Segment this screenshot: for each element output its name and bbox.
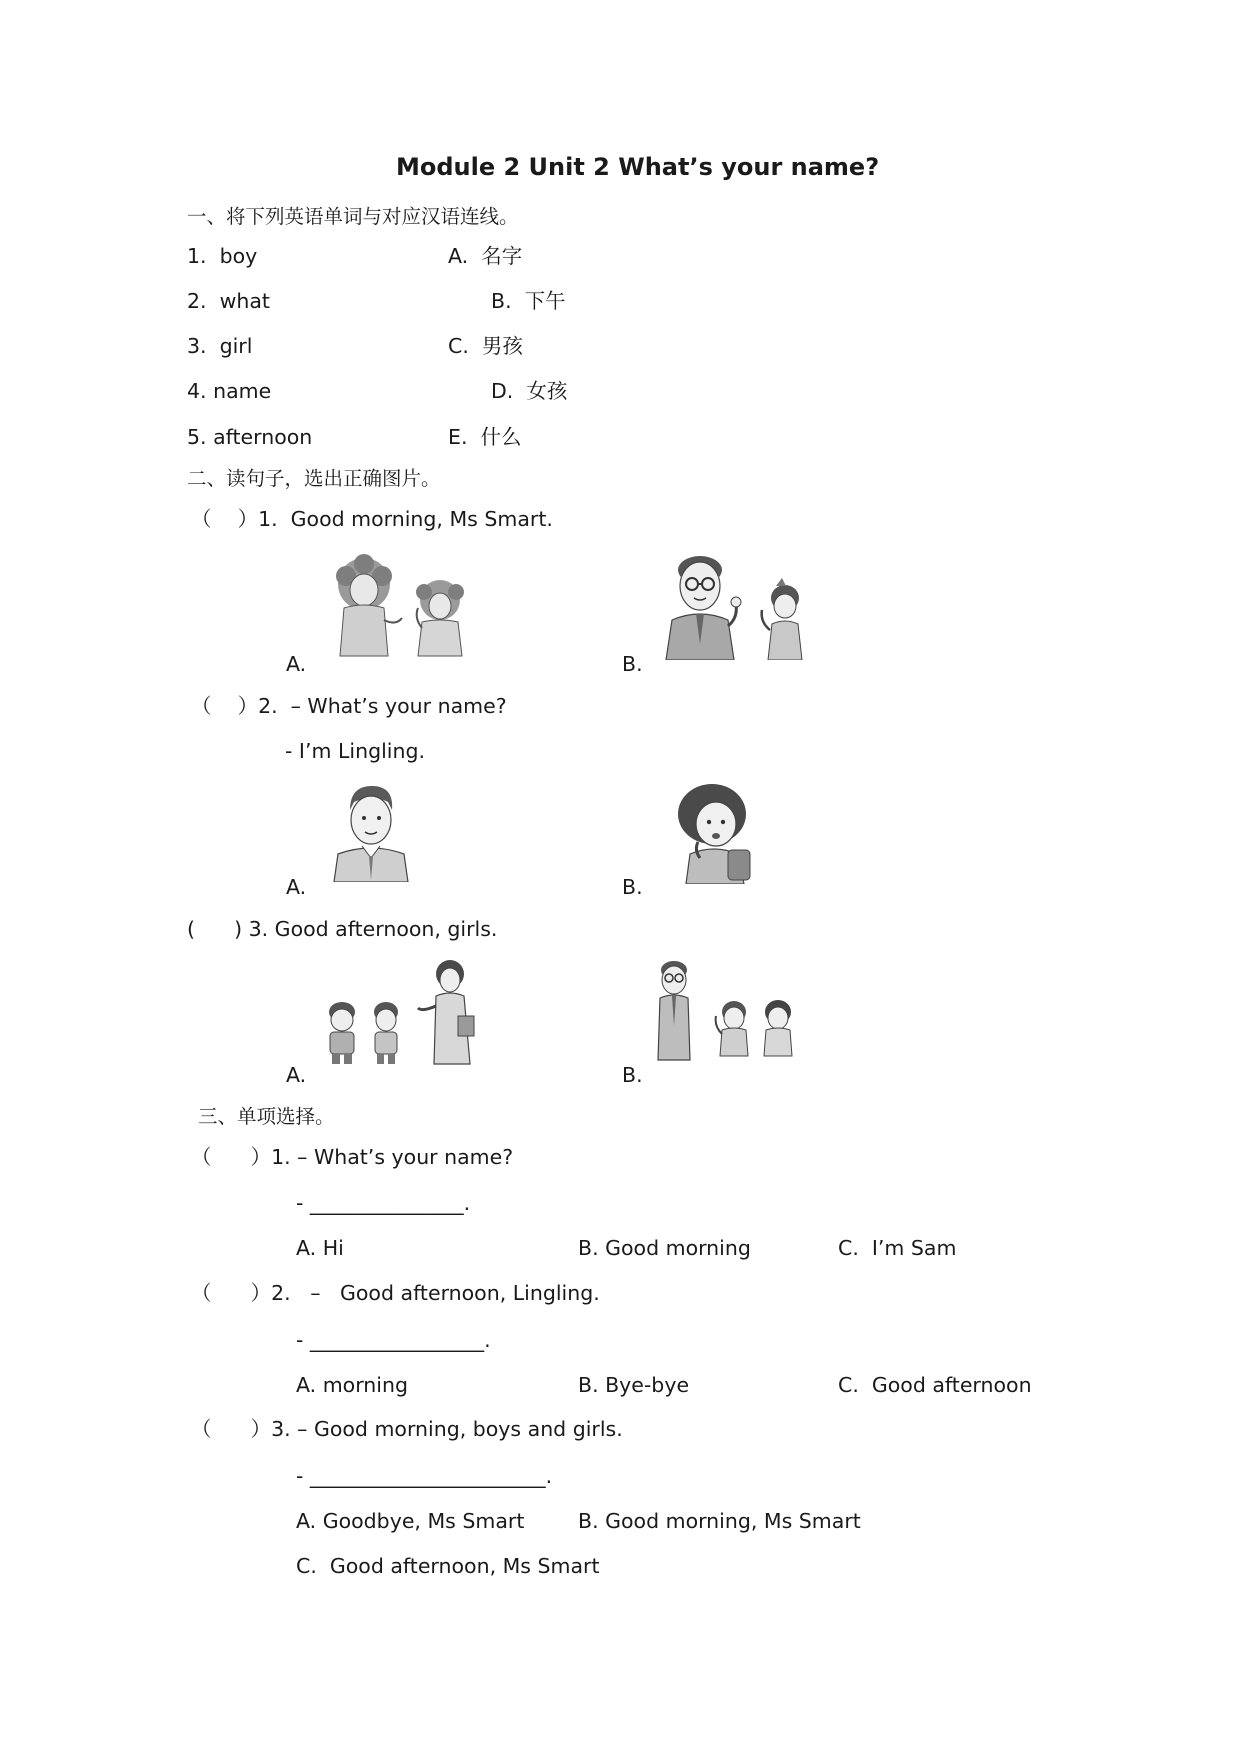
boy-portrait-image xyxy=(328,780,414,882)
part3-q3-answer-blank: - _______________________. xyxy=(296,1464,553,1488)
part3-q1-stem: （ ）1. – What’s your name? xyxy=(191,1145,514,1169)
girl-with-backpack-image xyxy=(664,780,760,884)
part3-q2-option-b: B. Bye-bye xyxy=(578,1373,690,1397)
part3-q2-option-a: A. morning xyxy=(296,1373,408,1397)
part2-heading: 二、读句子，选出正确图片。 xyxy=(187,467,441,490)
man-with-glasses-and-girl-image xyxy=(652,548,822,660)
part3-q3-stem: （ ）3. – Good morning, boys and girls. xyxy=(191,1417,623,1441)
word-4: 4. name xyxy=(187,379,272,403)
part2-q1-option-b: B. xyxy=(622,652,643,676)
part1-heading: 一、将下列英语单词与对应汉语连线。 xyxy=(187,205,519,228)
part2-q3-option-b: B. xyxy=(622,1063,643,1087)
part3-q3-option-a: A. Goodbye, Ms Smart xyxy=(296,1509,525,1533)
meaning-e: E. 什么 xyxy=(448,425,522,449)
man-and-two-girls-image xyxy=(652,956,806,1064)
part2-q2-answer: - I’m Lingling. xyxy=(285,739,425,763)
meaning-b: B. 下午 xyxy=(491,289,566,313)
part3-q1-option-c: C. I’m Sam xyxy=(838,1236,957,1260)
part2-q2-option-a: A. xyxy=(286,875,307,899)
part2-q2-option-b: B. xyxy=(622,875,643,899)
part3-q1-answer-blank: - _______________. xyxy=(296,1191,471,1215)
part2-q3: ( ) 3. Good afternoon, girls. xyxy=(187,917,498,941)
part3-heading: 三、单项选择。 xyxy=(198,1105,335,1128)
part2-q1-option-a: A. xyxy=(286,652,307,676)
word-2: 2. what xyxy=(187,289,270,313)
part3-q3-option-c: C. Good afternoon, Ms Smart xyxy=(296,1554,600,1578)
part2-q1: （ ）1. Good morning, Ms Smart. xyxy=(191,507,553,531)
part3-q2-answer-blank: - _________________. xyxy=(296,1328,491,1352)
part3-q2-stem: （ ）2. – Good afternoon, Lingling. xyxy=(191,1281,600,1305)
part3-q1-option-b: B. Good morning xyxy=(578,1236,751,1260)
page-title: Module 2 Unit 2 What’s your name? xyxy=(396,153,880,181)
part3-q2-option-c: C. Good afternoon xyxy=(838,1373,1032,1397)
meaning-d: D. 女孩 xyxy=(491,379,568,403)
part2-q3-option-a: A. xyxy=(286,1063,307,1087)
part2-q2: （ ）2. – What’s your name? xyxy=(191,694,507,718)
word-1: 1. boy xyxy=(187,244,258,268)
part3-q3-option-b: B. Good morning, Ms Smart xyxy=(578,1509,861,1533)
word-3: 3. girl xyxy=(187,334,253,358)
two-boys-and-woman-image xyxy=(322,956,488,1068)
two-curly-haired-girls-image xyxy=(322,548,482,658)
meaning-a: A. 名字 xyxy=(448,244,523,268)
part3-q1-option-a: A. Hi xyxy=(296,1236,344,1260)
word-5: 5. afternoon xyxy=(187,425,313,449)
meaning-c: C. 男孩 xyxy=(448,334,523,358)
